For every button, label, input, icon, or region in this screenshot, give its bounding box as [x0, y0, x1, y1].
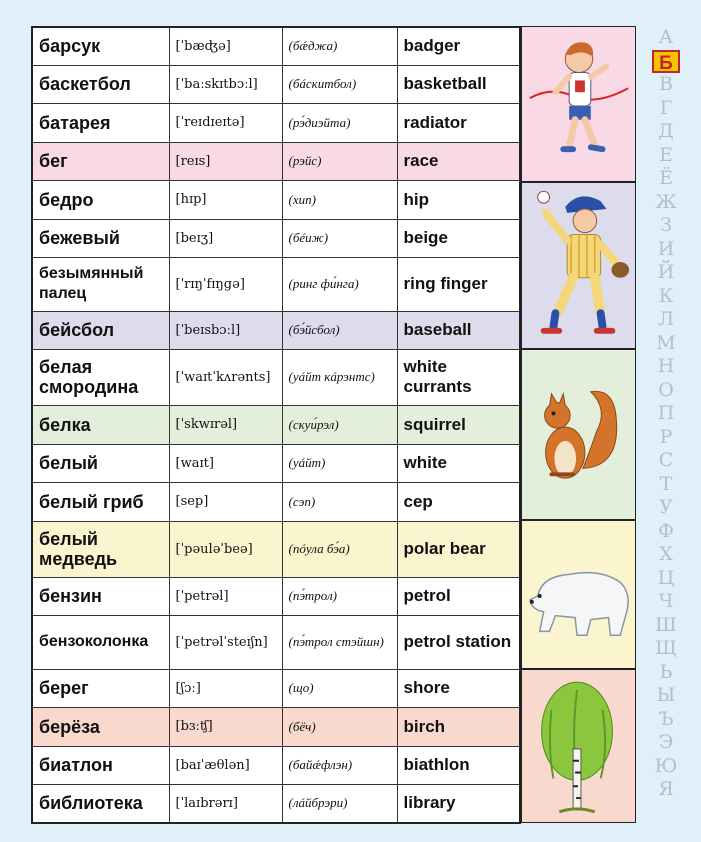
transcription: [ˈlaɪbrərɪ] — [169, 784, 282, 823]
alphabet-letter[interactable]: М — [656, 331, 676, 354]
russian-reading: (рэ́диэйта) — [282, 103, 397, 142]
english-word: birch — [397, 707, 520, 746]
transcription: [ˈskwɪrəl] — [169, 405, 282, 444]
alphabet-letter[interactable]: Ц — [657, 566, 675, 589]
russian-reading: (бáскитбол) — [282, 65, 397, 103]
russian-reading: (рэйс) — [282, 142, 397, 180]
alphabet-letter[interactable]: Й — [657, 261, 675, 283]
alphabet-letter[interactable]: П — [657, 402, 675, 424]
alphabet-letter[interactable]: Г — [659, 96, 673, 119]
alphabet-letter[interactable]: Р — [659, 425, 673, 448]
runner-illustration — [521, 26, 636, 182]
table-row — [32, 615, 520, 669]
russian-reading: (ринг фи́нга) — [282, 257, 397, 311]
polar-bear-illustration — [521, 520, 636, 669]
russian-word: библиотека — [32, 784, 169, 823]
table-row — [32, 257, 520, 311]
russian-word: белый — [32, 444, 169, 482]
russian-word: белый медведь — [32, 521, 169, 577]
alphabet-letter[interactable]: У — [659, 496, 673, 518]
english-word: cep — [397, 482, 520, 521]
birch-illustration — [521, 669, 636, 823]
russian-reading: (пэ́трол) — [282, 577, 397, 615]
transcription: [ˈrɪŋˈfɪŋgə] — [169, 257, 282, 311]
transcription: [waɪt] — [169, 444, 282, 482]
russian-reading: (бёч) — [282, 707, 397, 746]
squirrel-illustration — [521, 349, 636, 520]
table-row — [32, 707, 520, 746]
table-row — [32, 65, 520, 103]
alphabet-letter[interactable]: В — [659, 73, 673, 95]
english-word: shore — [397, 669, 520, 707]
english-word: ring finger — [397, 257, 520, 311]
russian-reading: (хип) — [282, 180, 397, 219]
russian-reading: (бǽджа) — [282, 27, 397, 65]
english-word: basketball — [397, 65, 520, 103]
russian-reading: (лáйбрэри) — [282, 784, 397, 823]
alphabet-letter[interactable]: Ш — [655, 613, 677, 636]
table-row — [32, 180, 520, 219]
alphabet-letter[interactable]: Т — [659, 472, 673, 495]
alphabet-letter[interactable]: Д — [658, 120, 674, 142]
transcription: [ˈpəuləˈbeə] — [169, 521, 282, 577]
russian-word: бензоколонка — [32, 615, 169, 669]
alphabet-letter[interactable]: Б — [652, 50, 680, 74]
transcription: [ˈbaːskɪtbɔːl] — [169, 65, 282, 103]
table-row — [32, 577, 520, 615]
table-row — [32, 482, 520, 521]
alphabet-letter[interactable]: Щ — [655, 637, 677, 659]
polar-bear-icon — [522, 521, 635, 668]
runner-icon — [522, 27, 635, 181]
alphabet-letter[interactable]: Ж — [655, 190, 677, 213]
alphabet-letter[interactable]: Ё — [659, 167, 673, 189]
english-word: race — [397, 142, 520, 180]
transcription: [ˈwaɪtˈkʌrənts] — [169, 349, 282, 405]
russian-word: белый гриб — [32, 482, 169, 521]
english-word: biathlon — [397, 746, 520, 784]
transcription: [ˈreɪdɪeɪtə] — [169, 103, 282, 142]
table-row — [32, 311, 520, 349]
transcription: [ʃɔː] — [169, 669, 282, 707]
transcription: [ˈbæʤə] — [169, 27, 282, 65]
russian-word: берег — [32, 669, 169, 707]
alphabet-letter[interactable]: Э — [658, 731, 674, 753]
table-row — [32, 219, 520, 257]
english-word: white — [397, 444, 520, 482]
russian-word: бейсбол — [32, 311, 169, 349]
baseball-player-illustration — [521, 182, 636, 349]
table-row — [32, 521, 520, 577]
table-row — [32, 444, 520, 482]
russian-word: биатлон — [32, 746, 169, 784]
birch-icon — [522, 670, 635, 822]
alphabet-letter[interactable]: З — [660, 214, 672, 236]
alphabet-letter[interactable]: С — [658, 449, 674, 471]
russian-word: бежевый — [32, 219, 169, 257]
russian-word: баскетбол — [32, 65, 169, 103]
alphabet-letter[interactable]: Е — [659, 143, 673, 166]
russian-word: бег — [32, 142, 169, 180]
alphabet-letter[interactable]: Н — [657, 355, 675, 377]
transcription: [beɪʒ] — [169, 219, 282, 257]
russian-reading: (байǽфлэн) — [282, 746, 397, 784]
russian-word: бензин — [32, 577, 169, 615]
english-word: white currants — [397, 349, 520, 405]
russian-word: барсук — [32, 27, 169, 65]
transcription: [bɜːʧ] — [169, 707, 282, 746]
alphabet-letter[interactable]: А — [658, 26, 674, 48]
english-word: baseball — [397, 311, 520, 349]
alphabet-letter[interactable]: Ь — [659, 660, 673, 683]
english-word: polar bear — [397, 521, 520, 577]
transcription: [ˈpetrəlˈsteɪʃn] — [169, 615, 282, 669]
alphabet-letter[interactable]: Х — [659, 543, 673, 565]
table-row — [32, 27, 520, 65]
alphabet-index — [646, 26, 686, 802]
russian-reading: (сэп) — [282, 482, 397, 521]
transcription: [baɪˈæθlən] — [169, 746, 282, 784]
alphabet-letter[interactable]: Ч — [658, 590, 674, 612]
transcription: [ˈpetrəl] — [169, 577, 282, 615]
table-row — [32, 405, 520, 444]
english-word: squirrel — [397, 405, 520, 444]
english-word: petrol — [397, 577, 520, 615]
alphabet-letter[interactable]: Л — [658, 308, 674, 330]
english-word: library — [397, 784, 520, 823]
russian-reading: (уáйт кáрэнтс) — [282, 349, 397, 405]
dictionary-table — [31, 26, 521, 824]
alphabet-letter[interactable]: Ю — [654, 754, 678, 777]
english-word: hip — [397, 180, 520, 219]
alphabet-letter[interactable]: Ф — [658, 519, 674, 542]
russian-word: батарея — [32, 103, 169, 142]
table-row — [32, 103, 520, 142]
russian-reading: (скуи́рэл) — [282, 405, 397, 444]
russian-reading: (що) — [282, 669, 397, 707]
alphabet-letter[interactable]: Ъ — [658, 707, 674, 730]
alphabet-letter[interactable]: Ы — [656, 684, 676, 706]
baseball-player-icon — [522, 183, 635, 348]
russian-reading: (пóула бэ́а) — [282, 521, 397, 577]
squirrel-icon — [522, 350, 635, 519]
alphabet-letter[interactable]: О — [658, 378, 674, 401]
russian-word: белая смородина — [32, 349, 169, 405]
table-row — [32, 669, 520, 707]
russian-reading: (пэ́трол стэйшн) — [282, 615, 397, 669]
alphabet-letter[interactable]: И — [657, 237, 675, 260]
english-word: petrol station — [397, 615, 520, 669]
transcription: [hɪp] — [169, 180, 282, 219]
russian-reading: (бéиж) — [282, 219, 397, 257]
russian-word: белка — [32, 405, 169, 444]
russian-word: берёза — [32, 707, 169, 746]
russian-reading: (бэ́йсбол) — [282, 311, 397, 349]
english-word: beige — [397, 219, 520, 257]
english-word: badger — [397, 27, 520, 65]
english-word: radiator — [397, 103, 520, 142]
russian-reading: (уáйт) — [282, 444, 397, 482]
table-row — [32, 142, 520, 180]
russian-word: бедро — [32, 180, 169, 219]
transcription: [ˈbeɪsbɔːl] — [169, 311, 282, 349]
transcription: [reɪs] — [169, 142, 282, 180]
alphabet-letter[interactable]: К — [658, 284, 674, 307]
alphabet-letter[interactable]: Я — [658, 778, 674, 800]
transcription: [sep] — [169, 482, 282, 521]
table-row — [32, 349, 520, 405]
russian-word: безымянный палец — [32, 257, 169, 311]
table-row — [32, 746, 520, 784]
table-row — [32, 784, 520, 823]
